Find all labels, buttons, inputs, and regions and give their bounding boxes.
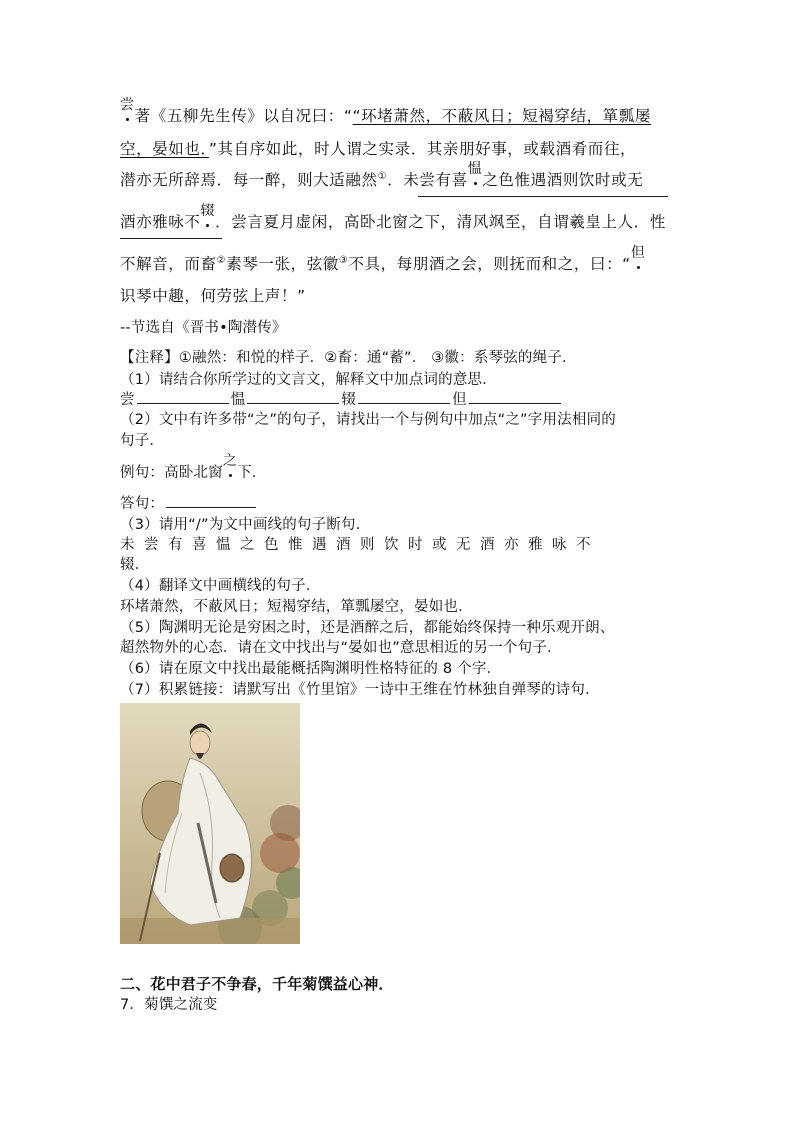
passage-line-5: 不解音，而畜②素琴一张，弦徽③不具，每朋酒之会，则抚而和之，曰：“但 bbox=[120, 245, 646, 273]
question-3: （3）请用“/”为文中画线的句子断句． bbox=[120, 517, 371, 533]
dotted-char-chang: 尝 bbox=[120, 97, 135, 113]
tao-yuanming-illustration bbox=[120, 703, 300, 944]
horizontal-rule bbox=[120, 238, 222, 239]
passage-line-6: 识琴中趣，何劳弦上声！” bbox=[120, 287, 306, 305]
question-2-line-1: （2）文中有许多带“之”的句子，请找出一个与例句中加点“之”字用法相同的 bbox=[120, 412, 616, 428]
passage-line-3: 潜亦无所辞焉．每一醉，则大适融然①．未尝有喜愠之色惟遇酒则饮时或无 bbox=[120, 161, 644, 189]
answer-blank[interactable] bbox=[469, 391, 561, 404]
question-6: （6）请在原文中找出最能概括陶渊明性格特征的 8 个字． bbox=[120, 661, 502, 677]
footnote-2: ② bbox=[216, 255, 227, 266]
question-4: （4）翻译文中画横线的句子． bbox=[120, 578, 321, 594]
section-2-item-7: 7．菊馔之流变 bbox=[120, 997, 218, 1013]
horizontal-rule bbox=[418, 196, 668, 197]
answer-blank[interactable] bbox=[358, 391, 450, 404]
scholar-figure-image bbox=[120, 703, 300, 944]
passage-line-2: 空，晏如也．”其自序如此，时人谓之实录．其亲朋好事，或载酒肴而往， bbox=[120, 140, 637, 158]
dotted-char-chuo: 辍 bbox=[200, 203, 216, 219]
footnote-1: ① bbox=[377, 171, 388, 182]
passage-line-4: 酒亦雅咏不辍．尝言夏月虚闲，高卧北窗之下，清风飒至，自谓羲皇上人．性 bbox=[120, 203, 666, 231]
question-1-blanks: 尝 愠 辍 但 bbox=[120, 390, 563, 410]
underlined-sentence: “环堵萧然，不蔽风日；短褐穿结，箪瓢屡 bbox=[352, 107, 651, 125]
question-5-line-1: （5）陶渊明无论是穷困之时，还是酒醉之后，都能始终保持一种乐观开朗、 bbox=[120, 620, 615, 636]
question-4-sentence: 环堵萧然，不蔽风日；短褐穿结，箪瓢屡空，晏如也． bbox=[120, 599, 473, 615]
dotted-char-yun: 愠 bbox=[467, 161, 483, 177]
question-5-line-2: 超然物外的心态．请在文中找出与“晏如也”意思相近的另一个句子． bbox=[120, 640, 562, 656]
question-7: （7）积累链接：请默写出《竹里馆》一诗中王维在竹林独自弹琴的诗句． bbox=[120, 682, 600, 698]
question-1: （1）请结合你所学过的文言文，解释文中加点词的意思． bbox=[120, 372, 497, 388]
dotted-char-zhi: 之 bbox=[222, 453, 238, 469]
section-2-heading: 二、花中君子不争春，千年菊馔益心神． bbox=[120, 975, 394, 993]
underlined-sentence-end: 空，晏如也． bbox=[120, 140, 209, 158]
question-3-sentence-end: 辍． bbox=[120, 557, 150, 573]
source-citation: --节选自《晋书•陶潜传》 bbox=[120, 320, 287, 336]
answer-blank[interactable] bbox=[247, 391, 339, 404]
example-sentence: 例句：高卧北窗之下． bbox=[120, 453, 267, 481]
answer-blank[interactable] bbox=[137, 391, 229, 404]
passage-line-1: 尝著《五柳先生传》以自况曰：““环堵萧然，不蔽风日；短褐穿结，箪瓢屡 bbox=[120, 97, 651, 125]
answer-blank[interactable] bbox=[166, 495, 256, 508]
question-2-line-2: 句子． bbox=[120, 433, 165, 449]
answer-line: 答句： bbox=[120, 494, 258, 514]
dotted-char-dan: 但 bbox=[630, 245, 646, 261]
question-3-sentence: 未尝有喜愠之色惟遇酒则饮时或无酒亦雅咏不 bbox=[120, 537, 600, 553]
footnote-3: ③ bbox=[338, 255, 349, 266]
annotation-notes: 【注释】①融然：和悦的样子．②畜：通“蓄”． ③徽：系琴弦的绳子． bbox=[120, 350, 577, 366]
